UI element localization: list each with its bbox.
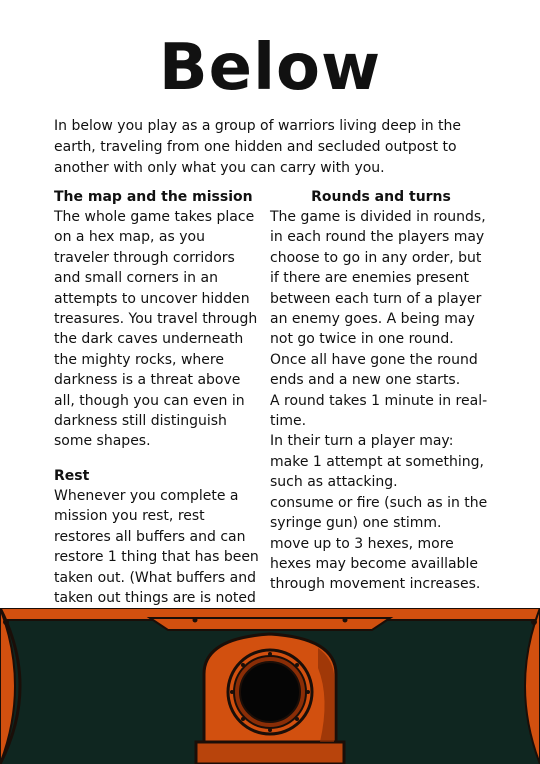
rounds-text-5: make 1 attempt at something, such as attacking. [270, 453, 484, 491]
rivet [531, 619, 537, 625]
rounds-text-1: The game is divided in rounds, in each round the players may choose to go in any order, but if there are enemies present between each turn of a player an enemy goes. A being may not go twice in one round. [270, 209, 486, 348]
porthole-glass [240, 662, 300, 722]
rivet [3, 619, 9, 625]
left-column [54, 187, 262, 649]
map-mission-heading: The map and the mission [54, 189, 253, 205]
rivet [343, 618, 348, 623]
helmet-rim [196, 742, 344, 764]
rest-text: Whenever you complete a mission you rest, rest restores all buffers and can restore 1 thing that has been taken out. (What buffers and taken out things are is noted [54, 487, 259, 606]
right-column [270, 187, 492, 595]
rounds-text-4: In their turn a player may: [270, 433, 454, 450]
diving-helmet-illustration [0, 608, 540, 764]
intro-paragraph: In below you play as a group of warriors living deep in the earth, traveling from one hidden and secluded outpost to another with only what you can carry with you. [54, 118, 462, 176]
rounds-text-6: consume or fire (such as in the syringe gun) one stimm. [270, 494, 488, 532]
rest-heading: Rest [54, 467, 90, 484]
rounds-text-3: A round takes 1 minute in real-time. [270, 392, 488, 430]
rounds-turns-heading: Rounds and turns [311, 189, 451, 205]
top-tab [150, 618, 390, 630]
rounds-text-7: move up to 3 hexes, more hexes may become availlable through movement increases. [270, 535, 481, 593]
rounds-text-2: Once all have gone the round ends and a new one starts. [270, 351, 478, 389]
rivet [193, 618, 198, 623]
map-mission-text: The whole game takes place on a hex map, as you traveler through corridors and small corners in an attempts to uncover hidden treasures. You travel through the dark caves underneath the mighty rocks, where darkness is a threat above all, though you can even in darkness still distinguish some shapes. [54, 209, 258, 450]
page-title: Below [158, 31, 382, 105]
